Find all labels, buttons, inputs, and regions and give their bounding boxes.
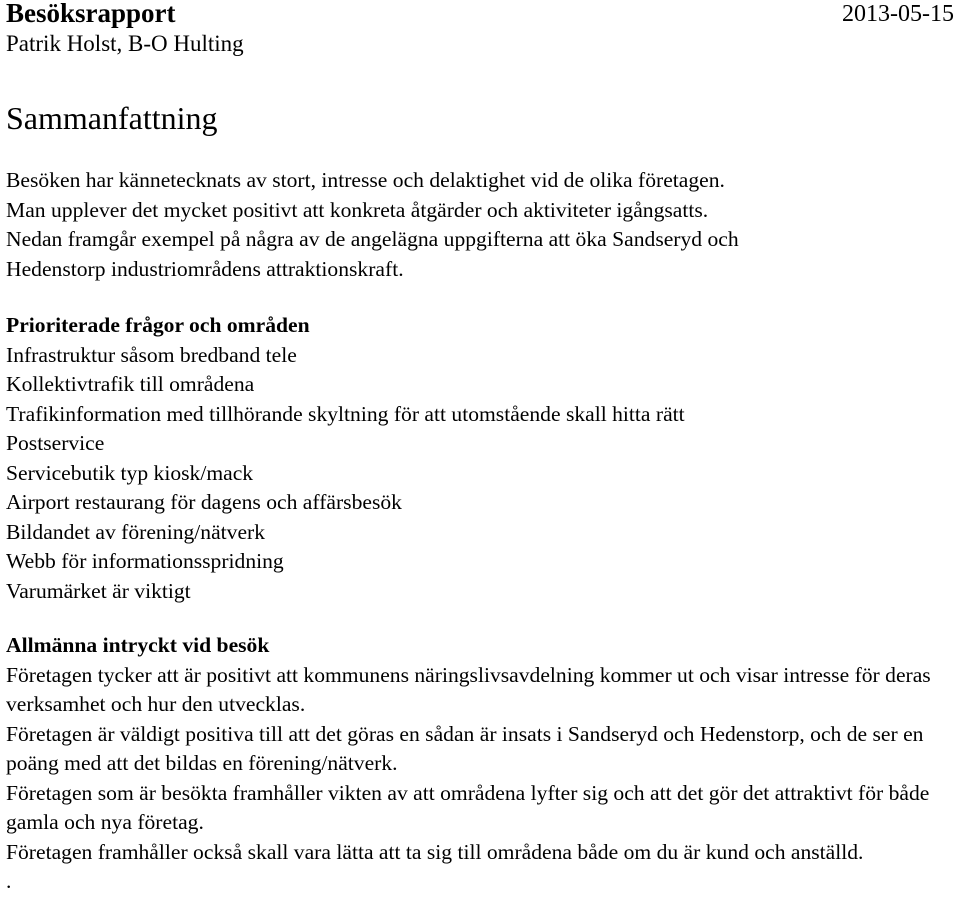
report-date: 2013-05-15 xyxy=(842,1,954,27)
impression-paragraph: Företagen framhåller också skall vara lätta att ta sig till områdena både om du är kund och anställd. xyxy=(6,839,864,864)
priorities-list xyxy=(6,341,954,607)
document-page xyxy=(6,0,954,893)
priority-item: Airport restaurang för dagens och affärsbesök xyxy=(6,490,402,514)
summary-line: Man upplever det mycket positivt att konkreta åtgärder och aktiviteter igångsatts. xyxy=(6,197,709,222)
priority-item: Trafikinformation med tillhörande skyltning för att utomstående skall hitta rätt xyxy=(6,401,685,426)
priority-item: Postservice xyxy=(6,431,105,455)
priority-item: Servicebutik typ kiosk/mack xyxy=(6,460,254,485)
impression-paragraph: Företagen som är besökta framhåller vikten av att områdena lyfter sig och att det gör det attraktivt för både gamla och nya företag. xyxy=(6,780,930,834)
impressions-section xyxy=(6,631,954,897)
summary-paragraph xyxy=(6,166,954,284)
summary-line: Hedenstorp industriområdens attraktionskraft. xyxy=(6,256,404,281)
priorities-section xyxy=(6,311,954,606)
impression-paragraph: Företagen är väldigt positiva till att det göras en sådan är insats i Sandseryd och Hedenstorp, och de ser en poäng med att det bildas en förening/nätverk. xyxy=(6,721,924,775)
trailing-punctuation: . xyxy=(6,869,12,893)
priority-item: Varumärket är viktigt xyxy=(6,578,191,603)
summary-line: Besöken har kännetecknats av stort, intresse och delaktighet vid de olika företagen. xyxy=(6,168,725,192)
impressions-heading: Allmänna intryckt vid besök xyxy=(6,633,270,657)
priority-item: Webb för informationsspridning xyxy=(6,549,284,573)
impression-paragraph: Företagen tycker att är positivt att kommunens näringslivsavdelning kommer ut och visar intresse för deras verksamhet och hur den utvecklas. xyxy=(6,662,931,716)
priorities-heading: Prioriterade frågor och områden xyxy=(6,313,310,337)
priority-item: Infrastruktur såsom bredband tele xyxy=(6,342,297,367)
summary-line: Nedan framgår exempel på några av de angelägna uppgifterna att öka Sandseryd och xyxy=(6,227,739,251)
priority-item: Bildandet av förening/nätverk xyxy=(6,519,266,544)
priority-item: Kollektivtrafik till områdena xyxy=(6,372,255,396)
report-title: Besöksrapport xyxy=(6,0,176,28)
report-authors: Patrik Holst, B-O Hulting xyxy=(6,31,244,56)
summary-heading: Sammanfattning xyxy=(6,100,218,136)
report-header xyxy=(6,0,954,62)
